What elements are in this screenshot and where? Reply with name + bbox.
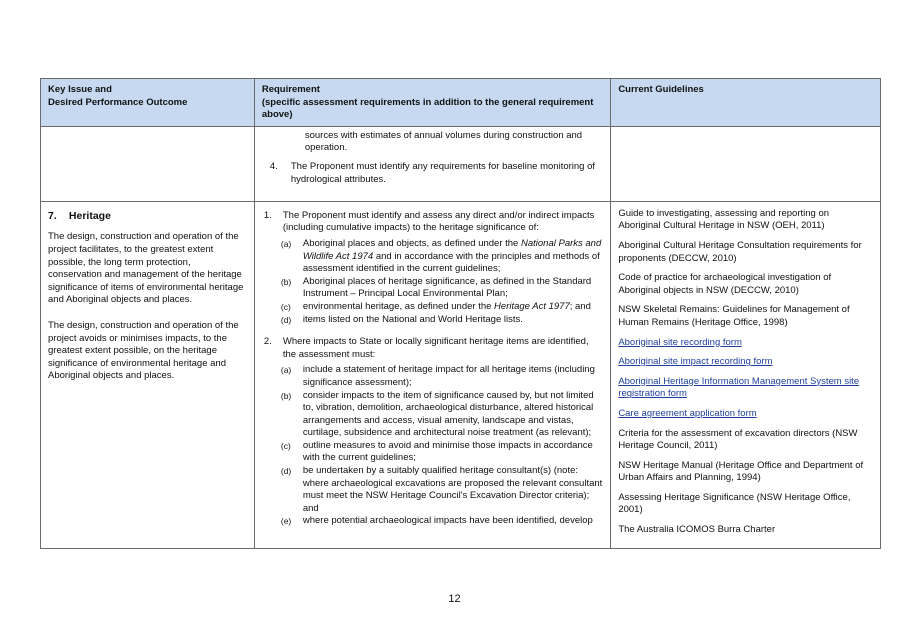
list-item: (c) environmental heritage, as defined under the Heritage Act 1977; and [280, 300, 591, 312]
cell-heritage-requirements [254, 201, 610, 548]
requirement-3-continued: sources with estimates of annual volumes during construction and operation. [304, 129, 583, 154]
guideline-burra-charter: The Australia ICOMOS Burra Charter [618, 524, 776, 536]
cell-empty [41, 126, 255, 201]
header-requirement [254, 79, 610, 127]
guideline-excavation-directors: Criteria for the assessment of excavation directors (NSW Heritage Council, 2011) [618, 427, 858, 452]
heritage-heading [48, 210, 247, 223]
requirement-4-number: 4. [269, 160, 278, 172]
table-header-row [41, 79, 881, 127]
header-requirement-line2: (specific assessment requirements in addition to the general requirement above) [261, 96, 594, 121]
requirement-1-sublist [262, 238, 603, 326]
link-care-agreement-application-form[interactable]: Care agreement application form [618, 407, 757, 419]
requirement-2 [262, 336, 603, 528]
link-aboriginal-site-impact-recording-form[interactable]: Aboriginal site impact recording form [618, 356, 773, 368]
requirement-1 [262, 210, 603, 326]
header-key-issue [41, 79, 255, 127]
link-aboriginal-site-recording-form[interactable]: Aboriginal site recording form [618, 336, 742, 348]
requirement-2-sublist [262, 364, 603, 528]
guidelines-list [618, 206, 873, 537]
list-item: (a) Aboriginal places and objects, as defined under the National Parks and Wildlife Act 1974 and in accordance with the principles and methods of assessment identified in the current guidelines; [280, 237, 602, 275]
header-current-guidelines: Current Guidelines [611, 79, 881, 127]
cell-continued-requirements [254, 126, 610, 201]
table-row-heritage [41, 201, 881, 548]
requirement-2-text: Where impacts to State or locally significant heritage items are identified, the assessment must: [282, 336, 589, 360]
guideline-nsw-heritage-manual: NSW Heritage Manual (Heritage Office and Department of Urban Affairs and Planning, 1994) [618, 459, 864, 484]
table-row [41, 126, 881, 201]
header-requirement-line1: Requirement [261, 84, 320, 95]
header-key-issue-line1: Key Issue and [48, 84, 112, 95]
heritage-outcome-1: The design, construction and operation of the project facilitates, to the greatest extent possible, the long term protection, conservation and management of the heritage significance of items of environmental heritage and Aboriginal objects and places. [48, 231, 244, 306]
requirement-1-number: 1. [263, 209, 272, 221]
guideline-code-of-practice: Code of practice for archaeological investigation of Aboriginal objects in NSW (DECCW, 2010) [618, 272, 832, 296]
guideline-consultation-requirements: Aboriginal Cultural Heritage Consultation requirements for proponents (DECCW, 2010) [618, 239, 862, 264]
guideline-assessing-heritage-significance: Assessing Heritage Significance (NSW Heritage Office, 2001) [618, 491, 851, 516]
requirement-4-text: The Proponent must identify any requirements for baseline monitoring of hydrological attributes. [290, 160, 596, 185]
cell-heritage-outcome [41, 201, 255, 548]
guideline-oeh-2011: Guide to investigating, assessing and reporting on Aboriginal Cultural Heritage in NSW (OEH, 2011) [618, 207, 830, 232]
list-item: (e) where potential archaeological impacts have been identified, develop [280, 515, 593, 527]
requirements-table [40, 78, 881, 549]
header-key-issue-line2: Desired Performance Outcome [48, 96, 188, 108]
list-item: (b) consider impacts to the item of significance caused by, but not limited to, vibration, demolition, archaeological disturbance, altered historical arrangements and access, visual amenity, landscape and vistas, curtilage, subsidence and architectural noise treatment (as relevant); [280, 389, 594, 439]
link-ahims-site-registration-form[interactable]: Aboriginal Heritage Information Management System site registration form [618, 375, 860, 400]
requirement-4 [262, 161, 603, 186]
page-number: 12 [448, 593, 461, 605]
list-item: (c) outline measures to avoid and minimise those impacts in accordance with the current guidelines; [280, 439, 593, 464]
list-item: (d) items listed on the National and World Heritage lists. [280, 313, 523, 325]
requirement-2-number: 2. [263, 336, 272, 348]
cell-current-guidelines [611, 201, 881, 548]
requirement-1-text: The Proponent must identify and assess any direct and/or indirect impacts (including cumulative impacts) to the heritage significance of: [282, 209, 595, 234]
list-item: (b) Aboriginal places of heritage significance, as defined in the Standard Instrument – Principal Local Environmental Plan; [280, 275, 592, 300]
list-item: (a) include a statement of heritage impact for all heritage items (including significance assessment); [280, 364, 595, 388]
list-item: (d) be undertaken by a suitably qualified heritage consultant(s) (note: where archaeological excavations are proposed the relevant consultant must meet the NSW Heritage Council's Excavation Director criteria); and [280, 465, 603, 514]
heritage-title: Heritage [68, 209, 111, 222]
guideline-skeletal-remains: NSW Skeletal Remains: Guidelines for Management of Human Remains (Heritage Office, 1998) [618, 304, 850, 328]
cell-empty [611, 126, 881, 201]
heritage-number: 7. [48, 209, 57, 222]
heritage-outcome-2: The design, construction and operation of the project avoids or minimises impacts, to the greatest extent possible, on the heritage significance of environmental heritage and Aboriginal objects and places. [48, 319, 239, 382]
